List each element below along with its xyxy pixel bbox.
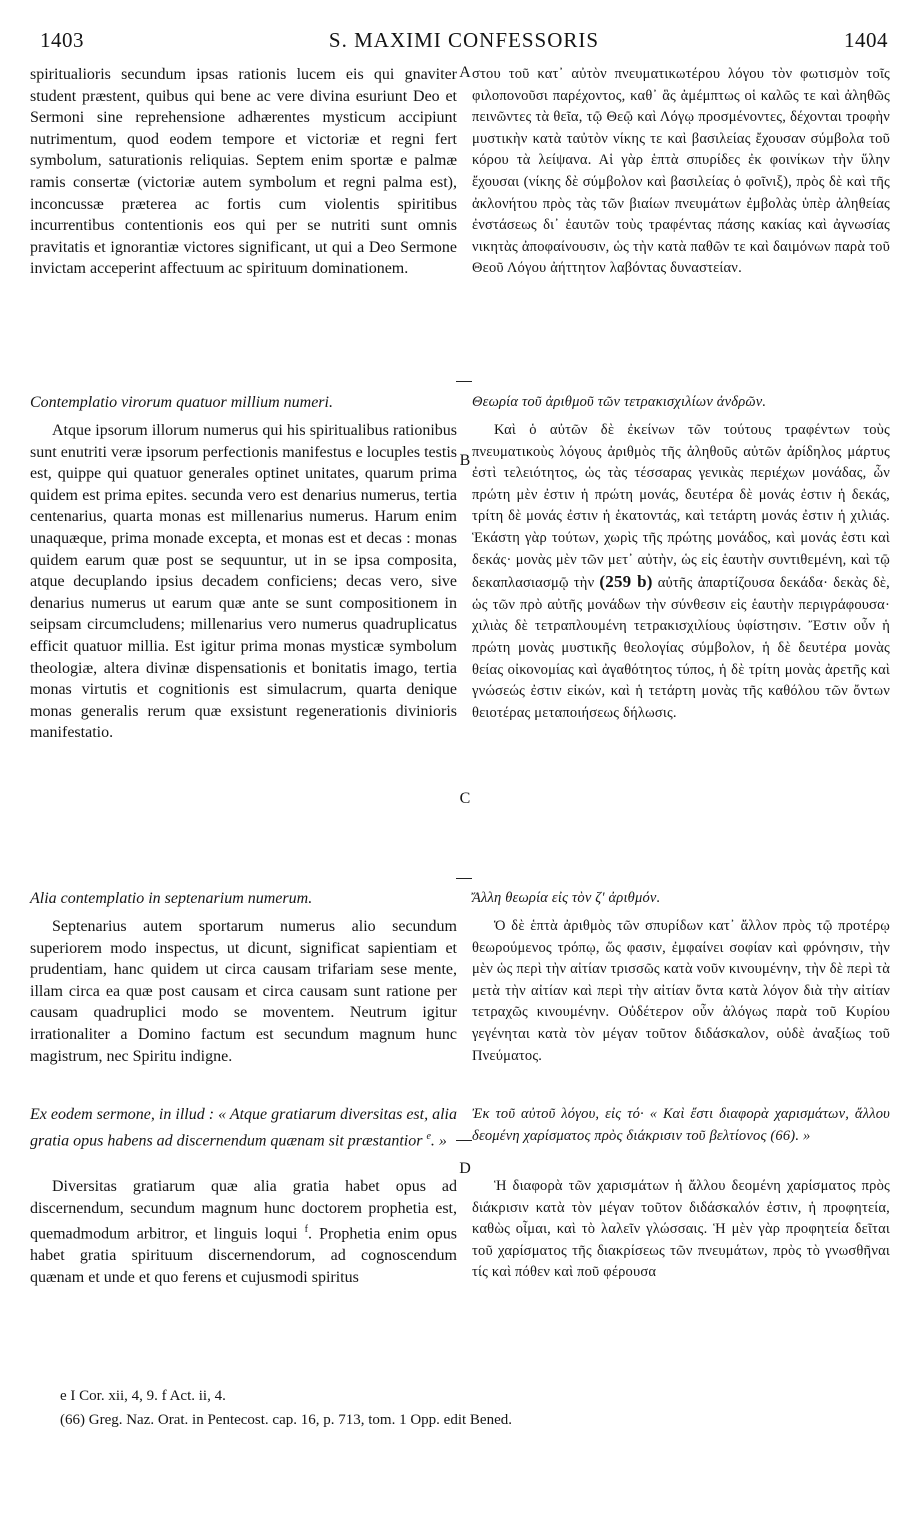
column-reference-number: (259 b) [599,572,653,592]
greek-paragraph-1: στου τοῦ κατ᾽ αὐτὸν πνευματικωτέρου λόγου τὸν φωτισμὸν τοῖς φιλοπονοῦσι παρέχοντος, καθ᾽ ἃς ἀμέμπτως οἱ καλῶς τε καὶ ἀληθῶς πεινῶντες τὰ θεῖα, τῷ Θεῷ καὶ Λόγῳ προσμένοντες, δέχονται τροφὴν μυστικὴν κατὰ ταὐτὸν νίκης τε καὶ βασιλείας ἔχουσαν σύμβολα τοῦ κόρου τὰ λείψανα. Αἱ γὰρ ἑπτὰ σπυρίδες ἐκ φοινίκων τὴν ὕλην ἔχουσαι (νίκης δὲ σύμβολον καὶ βασιλείας ὁ φοῖνιξ), πρὸς δὲ καὶ τῆς ἀκλονήτου πρὸς τὰς τῶν βιαίων πνευμάτων ἐμβολὰς ὑπὲρ ἀληθείας ἐνστάσεως δι᾽ ἑαυτῶν τοὺς τραφέντας πάσης κακίας καὶ ἀγνωσίας νικητὰς ἀποφαίνουσιν, ὡς τὴν κατὰ παθῶν τε καὶ δαιμόνων παρὰ τοῦ Θεοῦ Λόγου ἀήττητον λαβόντας δυναστείαν. [472,66,890,277]
greek-paragraph-3: Ὁ δὲ ἑπτὰ ἀριθμὸς τῶν σπυρίδων κατ᾽ ἄλλον πρὸς τῷ προτέρῳ θεωρούμενος τρόπῳ, ὥς φασιν, ἐμφαίνει σοφίαν καὶ φρόνησιν, τὴν μὲν ὡς περὶ τὴν αἰτίαν τρισσῶς κατὰ νοῦν κινουμένην, τὴν δὲ περὶ τὰ μετὰ τὴν αἰτίαν καὶ περὶ τὴν αἰτίαν ὄντα κατὰ λόγον διὰ τὴν αἰτίαν τετραχῶς κινουμένην. Οὐδέτερον οὖν ἀλόγως παρὰ τοῦ Κυρίου γεγένηται κατὰ τὸν μέγαν τοῦτον διδάσκαλον, οὐδὲ ἀναξίως τοῦ Πνεύματος. [472,918,890,1064]
latin-paragraph-4: Diversitas gratiarum quæ alia gratia habet opus ad discernendum, secundum magnum hunc doctorem prophetia est, quemadmodum arbitror, et linguis loqui $^f$. Prophetia enim opus habet gratia spirituum discernendorum, ad cognoscendum quænam et unde et quo ferens et cujusmodi spiritus [30,1178,458,1286]
page-number-left: 1403 [40,28,84,52]
latin-paragraph-2: Atque ipsorum illorum numerus qui his spiritualibus rationibus sunt enutriti veræ ipsorum perfectionis manifestus e locuples testis est, quippe qui quatuor generales optinet unitates, quarum prima quidem est prima epites. secunda vero est denarius numerus, tertia centenarius, quarta monas est millenarius numerus. Harum enim unaquæque, prima monade excepta, et monas est et decas : monas quidem earum quæ post se sequuntur, ut in se ipsa composita, atque decuplando ipsius decadem conficiens; decas vero, sive denarius numerus ut earum quæ ante se sunt compositionem in seipsam circumcludens; millenarius vero numerus quadruplicatus efficit quatuor millia. Est igitur prima monas mysticæ symbolum theologiæ, altera divinæ dispensationis et bonitatis imago, tertia monas virtutis et cognitionis est simulacrum, quarta denique monas generalis rerum quæ exsistunt regenerationis divinioris manifestatio. [30,422,457,742]
greek-paragraph-2: Καὶ ὁ αὐτῶν δὲ ἐκείνων τῶν τούτους τραφέντων τοὺς πνευματικοὺς λόγους ἀριθμὸς τῆς ἀληθοῦς αὐτῶν ἀρίδηλος μάρτυς ἐστὶ τελειότητος, ὡς τὰς τέσσαρας γενικὰς περιέχων μονάδας, ὧν πρώτη μὲν ἐστιν ἡ πρώτη μονάς, δευτέρα δὲ μονάς ἐστιν ἡ δεκάς, τρίτη δὲ μονάς ἐστιν ἡ ἑκατοντάς, καὶ τετάρτη μονάς ἐστιν ἡ χιλιάς. Ἑκάστη γὰρ τούτων, χωρὶς τῆς πρώτης μονάδος, καὶ μονάς ἐστι καὶ δεκάς· μονὰς μὲν τῶν μετ᾽ αὐτὴν, ὡς εἰς ἑαυτὴν συντιθεμένη, καὶ τῷ δεκαπλασιασμῷ τὴν (259 b) αὐτῆς ἀπαρτίζουσα δεκάδα· δεκὰς δὲ, ὡς τῶν πρὸ αὐτῆς μονάδων τὴν σύνθεσιν εἰς ἑαυτὴν περιγράφουσα· χιλιὰς δὲ τετραπλουμένη τετρακισχιλίους ὑφίστησιν. Ἔστιν οὖν ἡ πρώτη μονὰς μυστικῆς θεολογίας σύμβολον, ἡ δὲ δευτέρα μονὰς θείας οἰκονομίας καὶ ἀγαθότητος τύπος, ἡ δὲ τρίτη μονὰς ἀρετῆς καὶ γνώσεώς ἐστιν εἰκών, καὶ ἡ τετάρτη μονὰς τῆς καθόλου τῶν ὄντων θειοτέρας μεταποιήσεως δήλωσις. [472,422,890,721]
section-divider [456,878,472,879]
margin-letter-b: B [459,452,471,469]
section-divider [456,381,472,382]
greek-column [472,64,890,1316]
margin-letter-c: C [459,790,471,807]
section-divider [456,1140,472,1141]
latin-paragraph-1: spiritualioris secundum ipsas rationis lucem eis qui gnaviter student præstent, quibus qui bene ac vere divina esuriunt Deo et Sermoni sine reprehensione adhærentes mysticum accipiunt nutrimentum, quod eodem tempore et victoriæ et regni fert symbolum, saturationis reliquias. Septem enim sportæ e palmæ ramis consertæ (victoriæ autem symbolum et regni palma est), inconcussæ præterea ac fortis cum violentis spiritibus incurrentibus contentionis eos qui per se nutriti sunt omnis pravitatis et ignorantiæ victores significant, ut qui a Deo Sermone invictam acceperint affectuum ac spirituum dominationem. [30,66,457,278]
page-number-right: 1404 [844,28,888,52]
greek-paragraph-4: Ἡ διαφορὰ τῶν χαρισμάτων ἡ ἄλλου δεομένη χαρίσματος πρὸς διάκρισιν κατὰ τὸν μέγαν τοῦτον διδάσκαλόν ἐστιν, ἡ προφητεία, καθὼς οἶμαι, καὶ τὸ λαλεῖν γλώσσαις. Ἡ μὲν γὰρ προφητεία δεῖται τοῦ χαρίσματος τῆς διακρίσεως τῶν πνευμάτων, πρὸς τὸ γνωσθῆναι τίς καὶ πόθεν καὶ ποῦ φέρουσα [472,1178,890,1281]
latin-heading-2: Alia contemplatio in septenarium numerum. [30,890,313,907]
latin-column [30,64,457,1316]
page-header [40,28,888,58]
footnote-ref-e: e [426,1130,431,1142]
greek-heading-1: Θεωρία τοῦ ἀριθμοῦ τῶν τετρακισχιλίων ἀνδρῶν. [472,394,767,410]
running-title: S. MAXIMI CONFESSORIS [328,28,600,52]
latin-heading-1: Contemplatio virorum quatuor millium numeri. [30,394,333,411]
footnotes [60,1384,890,1432]
latin-paragraph-3: Septenarius autem sportarum numerus alio secundum superiorem modo inspectus, ut dicunt, significat sapientiam et prudentiam, hanc quidem ut circa causam trifariam sese mente, illam circa ea quæ post causam et circa causam sunt ratione per causam quadruplici modo se moventem. Neutrum igitur irrationaliter a Domino factum est secundum magnum hunc magistrum, nec Spiritu indigne. [30,918,457,1065]
greek-heading-2: Ἄλλη θεωρία εἰς τὸν ζ' ἀριθμόν. [472,890,661,906]
footnote-ref-f: f [304,1224,308,1236]
greek-heading-3: Ἐκ τοῦ αὐτοῦ λόγου, εἰς τό· « Καὶ ἔστι διαφορὰ χαρισμάτων, ἄλλου δεομένη χαρίσματος πρὸς διάκρισιν τοῦ βελτίονος (66). » [472,1106,890,1144]
margin-letter-a: A [459,64,471,81]
footnote-source: (66) Greg. Naz. Orat. in Pentecost. cap. 16, p. 713, tom. 1 Opp. edit Bened. [60,1412,512,1428]
margin-letter-d: D [459,1160,471,1177]
latin-heading-3: Ex eodem sermone, in illud : « Atque gratiarum diversitas est, alia gratia opus habens ad discernendum quænam sit præstantior $^e$. » [30,1106,457,1149]
footnote-scripture: e I Cor. xii, 4, 9. f Act. ii, 4. [60,1388,226,1404]
